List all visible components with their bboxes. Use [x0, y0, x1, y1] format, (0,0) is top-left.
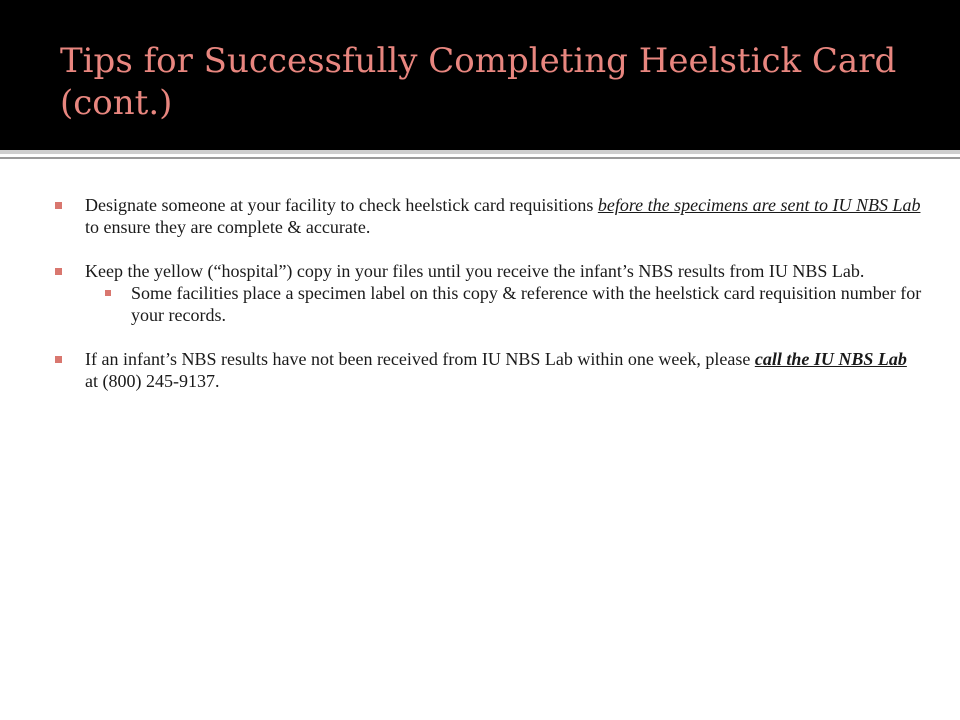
square-bullet-icon — [105, 290, 111, 296]
bullet-text: Keep the yellow (“hospital”) copy in your files until you receive the infant’s NBS results from IU NBS Lab. — [85, 261, 865, 281]
title-divider-dark — [0, 157, 960, 159]
square-bullet-icon — [55, 268, 62, 275]
sub-bullet-text: Some facilities place a specimen label on this copy & reference with the heelstick card requisition number for your records. — [131, 283, 922, 325]
bullet-call-lab — [52, 348, 922, 392]
square-bullet-icon — [55, 356, 62, 363]
square-bullet-icon — [55, 202, 62, 209]
slide-body — [52, 194, 922, 414]
bullet-text: to ensure they are complete & accurate. — [85, 217, 371, 237]
title-divider-light — [0, 150, 960, 154]
bullet-text: If an infant’s NBS results have not been received from IU NBS Lab within one week, please — [85, 349, 755, 369]
sub-bullet-specimen-label — [85, 282, 922, 326]
bullet-emphasis: call the IU NBS Lab — [754, 349, 907, 369]
bullet-keep-yellow-copy — [52, 260, 922, 326]
bullet-text: Designate someone at your facility to check heelstick card requisitions — [85, 195, 598, 215]
slide-title: Tips for Successfully Completing Heelstick Card (cont.) — [60, 41, 897, 123]
title-band — [0, 0, 960, 150]
bullet-emphasis: before the specimens are sent to IU NBS Lab — [597, 195, 921, 215]
bullet-text: at (800) 245-9137. — [85, 371, 220, 391]
bullet-designate-reviewer — [52, 194, 922, 238]
